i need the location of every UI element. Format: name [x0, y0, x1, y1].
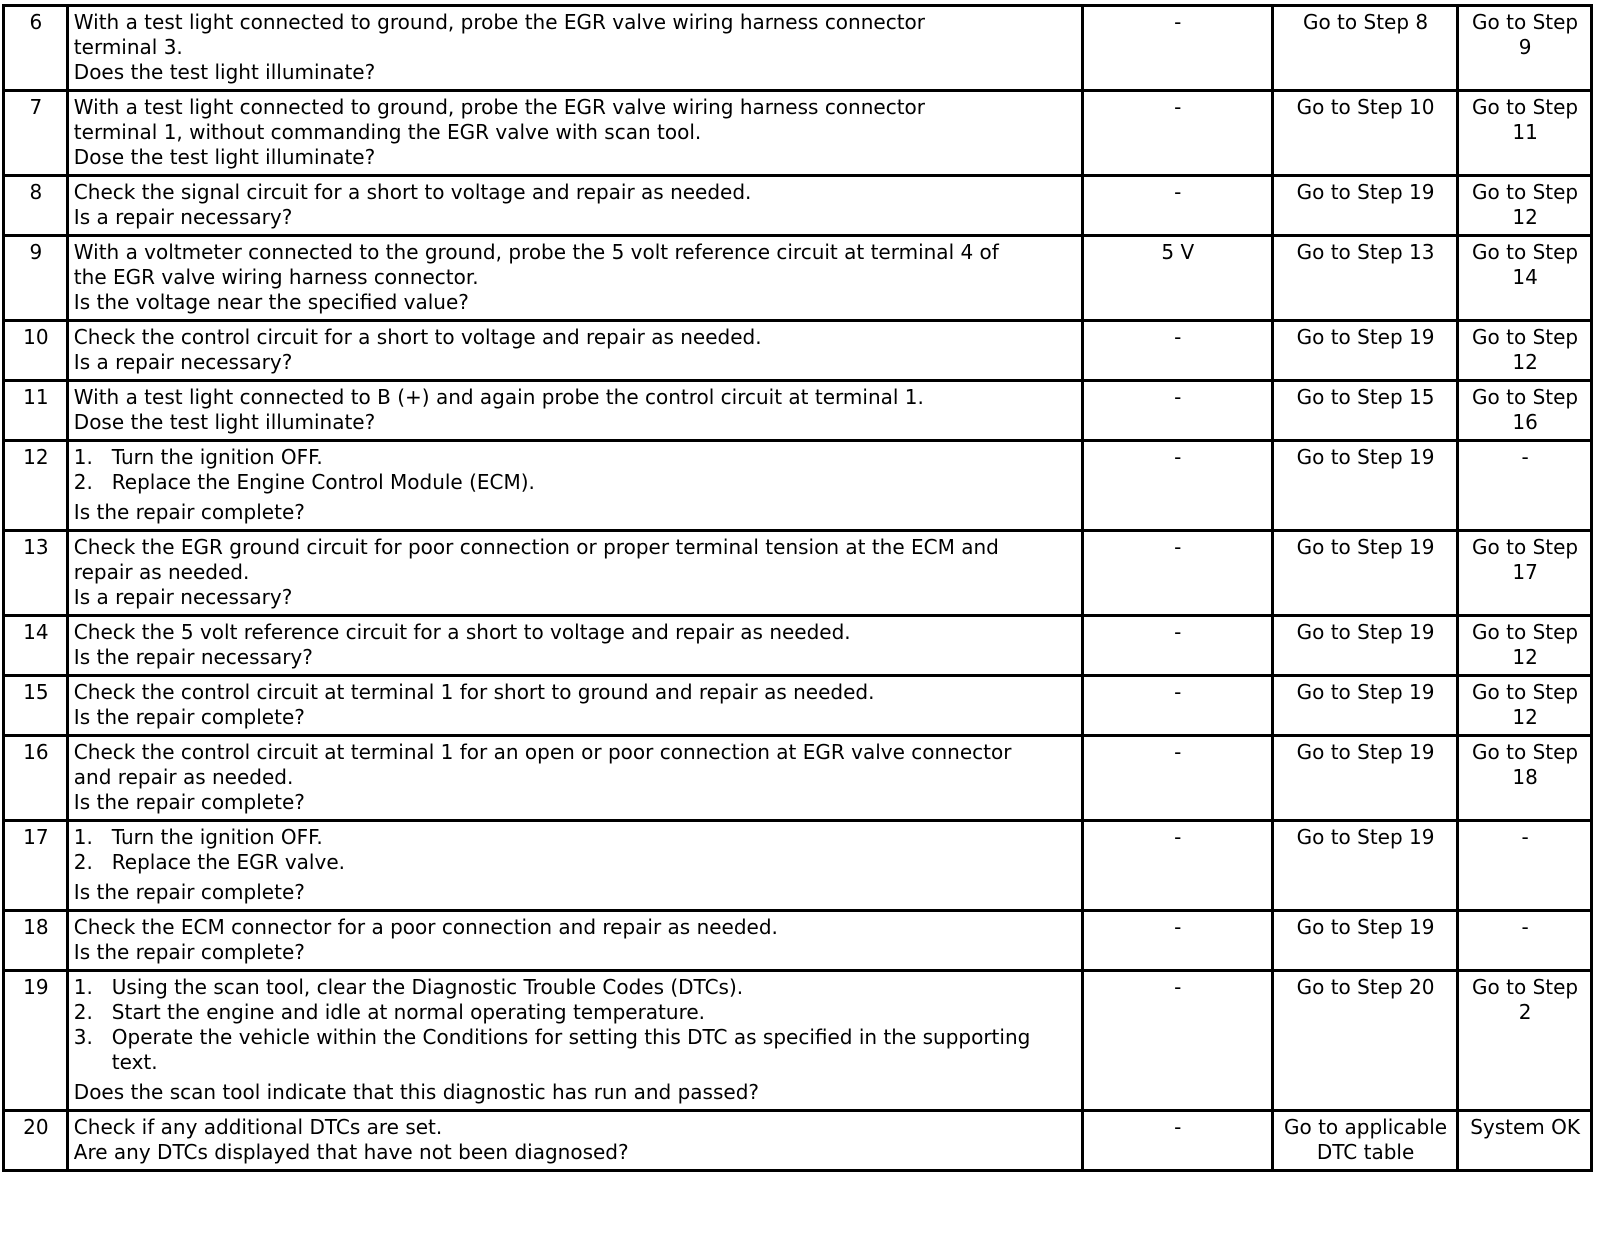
step-yes-action: Go to Step 19: [1272, 321, 1457, 381]
step-no-action: -: [1458, 441, 1592, 531]
step-yes-action: Go to applicable DTC table: [1272, 1111, 1457, 1171]
step-no-action: System OK: [1458, 1111, 1592, 1171]
action-text-line: Check the control circuit for a short to voltage and repair as needed.: [73, 325, 762, 349]
step-yes-action: Go to Step 19: [1272, 676, 1457, 736]
step-action: [67, 736, 1082, 821]
step-question: Does the test light illuminate?: [73, 60, 376, 84]
step-number: 19: [4, 971, 68, 1111]
step-value: -: [1082, 971, 1272, 1111]
step-question: Is a repair necessary?: [73, 205, 293, 229]
action-text-line: With a test light connected to ground, probe the EGR valve wiring harness connector: [73, 10, 925, 34]
step-action: [67, 1111, 1082, 1171]
step-yes-action: Go to Step 13: [1272, 236, 1457, 321]
action-step-item: [74, 825, 1077, 850]
table-row: [4, 441, 1592, 531]
step-number: 7: [4, 91, 68, 176]
step-number: 8: [4, 176, 68, 236]
step-yes-action: Go to Step 8: [1272, 6, 1457, 91]
step-number: 12: [4, 441, 68, 531]
step-action: [67, 91, 1082, 176]
step-question: Is a repair necessary?: [73, 585, 293, 609]
action-step-item: [74, 445, 1077, 470]
step-number: 16: [4, 736, 68, 821]
table-row: [4, 531, 1592, 616]
action-step-number: 2.: [73, 850, 93, 874]
step-no-action: Go to Step 16: [1458, 381, 1592, 441]
table-row: [4, 821, 1592, 911]
step-value: -: [1082, 91, 1272, 176]
step-action: [67, 6, 1082, 91]
action-text-line: Check the ECM connector for a poor connection and repair as needed.: [73, 915, 778, 939]
step-yes-action: Go to Step 15: [1272, 381, 1457, 441]
step-no-action: Go to Step 12: [1458, 676, 1592, 736]
step-number: 17: [4, 821, 68, 911]
step-value: -: [1082, 321, 1272, 381]
step-no-action: -: [1458, 821, 1592, 911]
step-question: Is the repair necessary?: [73, 645, 313, 669]
action-text-line: Check the control circuit at terminal 1 for an open or poor connection at EGR valve connector: [73, 740, 1012, 764]
step-question: Are any DTCs displayed that have not been diagnosed?: [73, 1140, 629, 1164]
action-text-line: Check the signal circuit for a short to voltage and repair as needed.: [73, 180, 752, 204]
step-yes-action: Go to Step 19: [1272, 821, 1457, 911]
step-number: 15: [4, 676, 68, 736]
step-question: Is the repair complete?: [73, 500, 305, 524]
step-action: [67, 236, 1082, 321]
step-question: Is the repair complete?: [73, 790, 305, 814]
step-yes-action: Go to Step 19: [1272, 911, 1457, 971]
action-step-item: [74, 1025, 1077, 1075]
table-row: [4, 6, 1592, 91]
step-value: 5 V: [1082, 236, 1272, 321]
action-text-line: terminal 3.: [73, 35, 183, 59]
step-action: [67, 441, 1082, 531]
step-question: Dose the test light illuminate?: [73, 145, 376, 169]
action-step-number: 2.: [73, 470, 93, 494]
step-question: Is the repair complete?: [73, 705, 305, 729]
action-step-text: Start the engine and idle at normal operating temperature.: [111, 1000, 706, 1024]
step-yes-action: Go to Step 19: [1272, 616, 1457, 676]
table-row: [4, 91, 1592, 176]
table-row: [4, 176, 1592, 236]
step-value: -: [1082, 1111, 1272, 1171]
action-text-line: Check the EGR ground circuit for poor connection or proper terminal tension at the ECM and: [73, 535, 999, 559]
action-step-list: [74, 825, 1077, 875]
step-action: [67, 616, 1082, 676]
step-question: Is the repair complete?: [73, 880, 305, 904]
step-question: Does the scan tool indicate that this diagnostic has run and passed?: [73, 1080, 760, 1104]
action-step-list: [74, 975, 1077, 1075]
step-value: -: [1082, 6, 1272, 91]
step-action: [67, 176, 1082, 236]
action-step-list: [74, 445, 1077, 495]
step-action: [67, 911, 1082, 971]
step-yes-action: Go to Step 19: [1272, 736, 1457, 821]
action-step-item: [74, 850, 1077, 875]
action-step-number: 3.: [73, 1025, 93, 1049]
step-no-action: Go to Step 18: [1458, 736, 1592, 821]
action-text-line: Check if any additional DTCs are set.: [73, 1115, 443, 1139]
step-question: Is the voltage near the specified value?: [73, 290, 469, 314]
step-question: Is the repair complete?: [73, 940, 305, 964]
action-step-number: 1.: [73, 975, 93, 999]
step-action: [67, 381, 1082, 441]
step-value: -: [1082, 531, 1272, 616]
table-row: [4, 911, 1592, 971]
step-value: -: [1082, 616, 1272, 676]
step-no-action: Go to Step 12: [1458, 321, 1592, 381]
diagnostic-table-body: [4, 6, 1592, 1171]
step-yes-action: Go to Step 19: [1272, 176, 1457, 236]
step-no-action: Go to Step 12: [1458, 616, 1592, 676]
action-text-line: With a voltmeter connected to the ground, probe the 5 volt reference circuit at terminal 4 of: [73, 240, 999, 264]
step-question: Dose the test light illuminate?: [73, 410, 376, 434]
step-value: -: [1082, 676, 1272, 736]
step-no-action: Go to Step 9: [1458, 6, 1592, 91]
table-row: [4, 676, 1592, 736]
step-value: -: [1082, 821, 1272, 911]
step-no-action: Go to Step 12: [1458, 176, 1592, 236]
table-row: [4, 321, 1592, 381]
step-action: [67, 531, 1082, 616]
diagnostic-table: [2, 4, 1593, 1172]
action-text-line: repair as needed.: [73, 560, 250, 584]
action-step-text: Using the scan tool, clear the Diagnostic Trouble Codes (DTCs).: [111, 975, 744, 999]
step-action: [67, 676, 1082, 736]
table-row: [4, 616, 1592, 676]
step-number: 20: [4, 1111, 68, 1171]
action-text-line: With a test light connected to ground, probe the EGR valve wiring harness connector: [73, 95, 925, 119]
step-yes-action: Go to Step 19: [1272, 531, 1457, 616]
step-yes-action: Go to Step 20: [1272, 971, 1457, 1111]
table-row: [4, 1111, 1592, 1171]
step-no-action: Go to Step 17: [1458, 531, 1592, 616]
step-action: [67, 971, 1082, 1111]
step-number: 9: [4, 236, 68, 321]
action-text-line: the EGR valve wiring harness connector.: [73, 265, 479, 289]
action-text-line: With a test light connected to B (+) and again probe the control circuit at terminal 1.: [73, 385, 924, 409]
step-value: -: [1082, 911, 1272, 971]
step-no-action: -: [1458, 911, 1592, 971]
table-row: [4, 381, 1592, 441]
table-row: [4, 236, 1592, 321]
step-question: Is a repair necessary?: [73, 350, 293, 374]
step-value: -: [1082, 736, 1272, 821]
action-step-text: Operate the vehicle within the Conditions for setting this DTC as specified in the supporting text.: [111, 1025, 1031, 1074]
action-text-line: and repair as needed.: [73, 765, 294, 789]
step-no-action: Go to Step 2: [1458, 971, 1592, 1111]
action-step-text: Turn the ignition OFF.: [111, 445, 323, 469]
step-number: 11: [4, 381, 68, 441]
step-number: 14: [4, 616, 68, 676]
step-action: [67, 321, 1082, 381]
step-action: [67, 821, 1082, 911]
step-number: 10: [4, 321, 68, 381]
action-text-line: terminal 1, without commanding the EGR valve with scan tool.: [73, 120, 702, 144]
action-step-number: 1.: [73, 445, 93, 469]
action-step-item: [74, 975, 1077, 1000]
action-text-line: Check the 5 volt reference circuit for a short to voltage and repair as needed.: [73, 620, 851, 644]
step-yes-action: Go to Step 19: [1272, 441, 1457, 531]
step-number: 13: [4, 531, 68, 616]
action-step-number: 1.: [73, 825, 93, 849]
table-row: [4, 971, 1592, 1111]
action-text-line: Check the control circuit at terminal 1 for short to ground and repair as needed.: [73, 680, 875, 704]
step-value: -: [1082, 176, 1272, 236]
diagnostic-page: [2, 4, 1593, 1172]
action-step-text: Replace the EGR valve.: [111, 850, 345, 874]
step-no-action: Go to Step 11: [1458, 91, 1592, 176]
step-value: -: [1082, 381, 1272, 441]
action-step-text: Replace the Engine Control Module (ECM).: [111, 470, 535, 494]
action-step-text: Turn the ignition OFF.: [111, 825, 323, 849]
action-step-item: [74, 470, 1077, 495]
action-step-number: 2.: [73, 1000, 93, 1024]
step-number: 18: [4, 911, 68, 971]
step-number: 6: [4, 6, 68, 91]
action-step-item: [74, 1000, 1077, 1025]
step-value: -: [1082, 441, 1272, 531]
table-row: [4, 736, 1592, 821]
step-yes-action: Go to Step 10: [1272, 91, 1457, 176]
step-no-action: Go to Step 14: [1458, 236, 1592, 321]
